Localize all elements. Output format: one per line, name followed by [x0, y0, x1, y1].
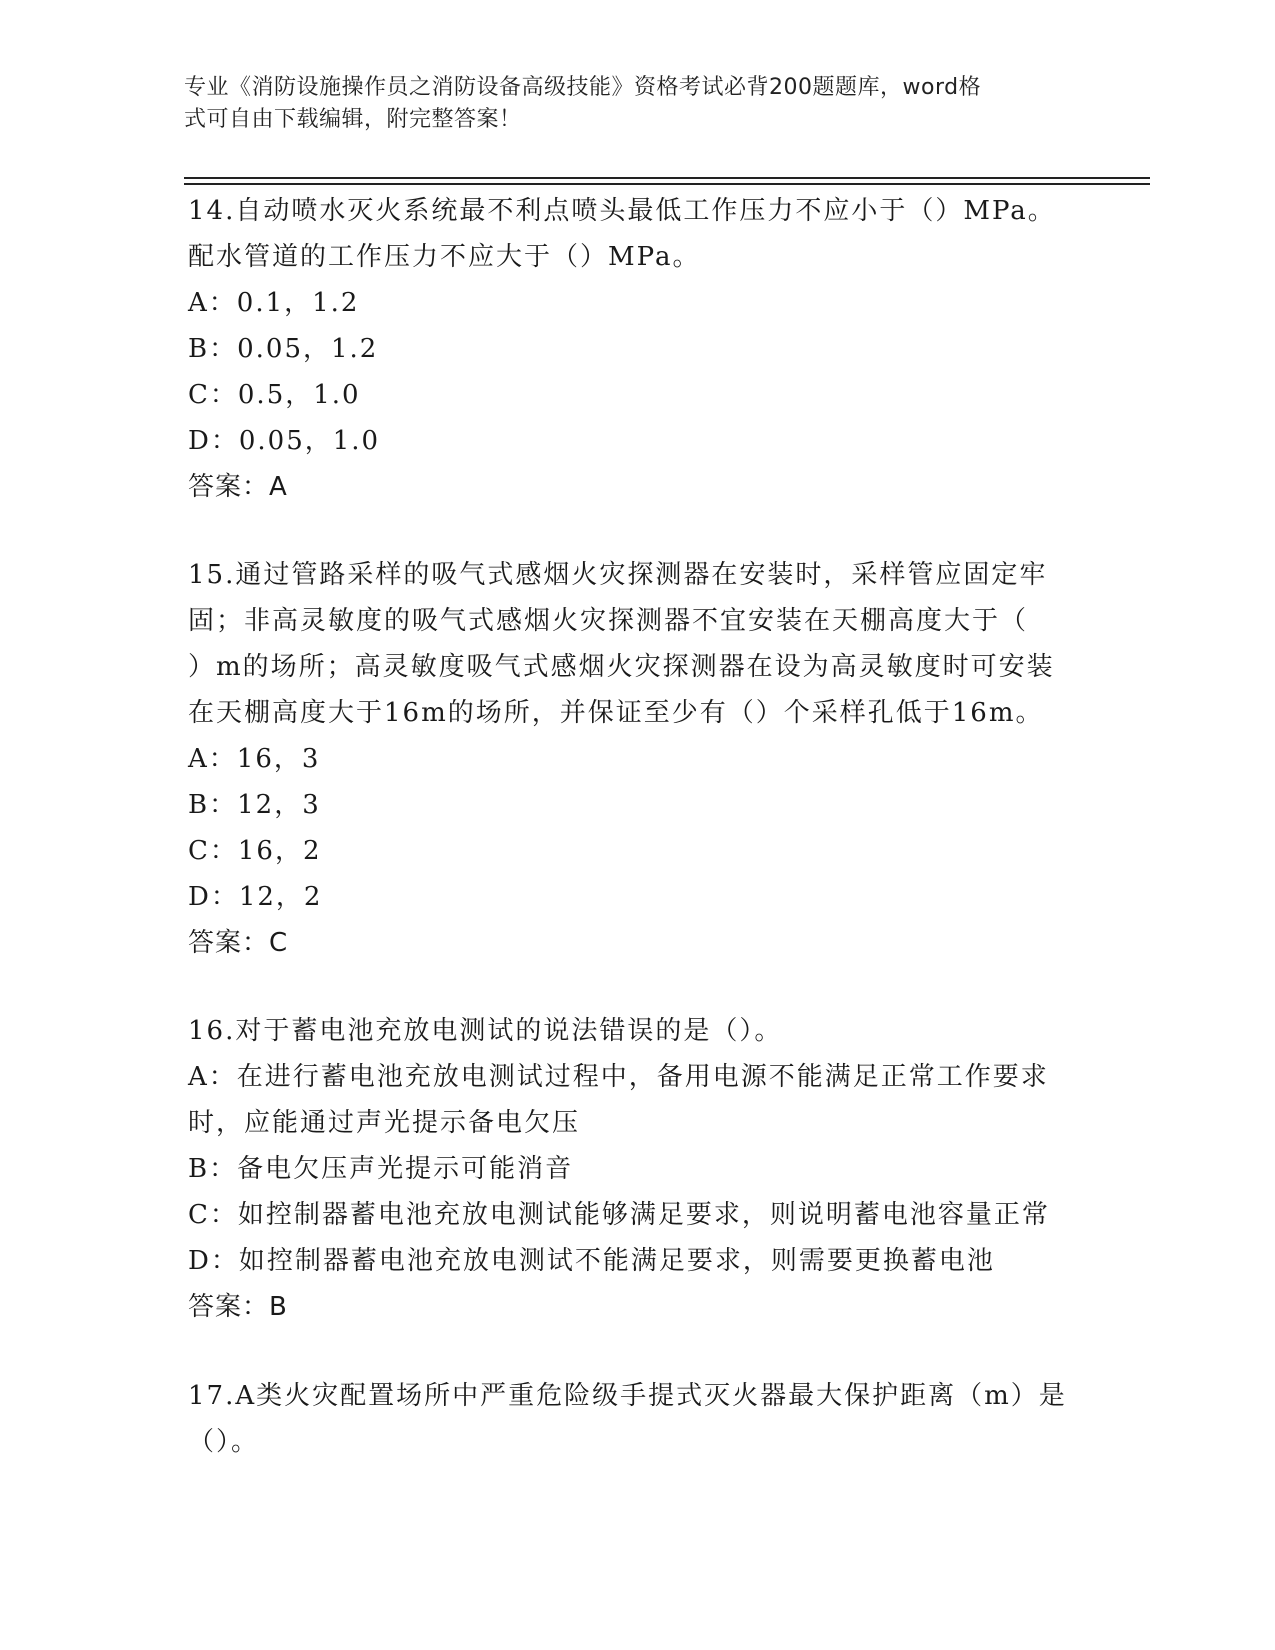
- question-stem-line: 在天棚高度大于16m的场所，并保证至少有（）个采样孔低于16m。: [188, 698, 1044, 728]
- question-17: [188, 1373, 1088, 1465]
- option-a: A：在进行蓄电池充放电测试过程中，备用电源不能满足正常工作要求: [188, 1062, 1049, 1092]
- header-divider-bottom: [184, 183, 1150, 185]
- document-header: [184, 72, 1084, 136]
- question-stem-line: （）。: [188, 1427, 260, 1457]
- question-stem-line: 15.通过管路采样的吸气式感烟火灾探测器在安装时，采样管应固定牢: [188, 560, 1048, 590]
- question-stem-line: 配水管道的工作压力不应大于（）MPa。: [188, 242, 701, 272]
- option-a-continued: 时，应能通过声光提示备电欠压: [188, 1108, 581, 1138]
- header-divider-top: [184, 177, 1150, 179]
- option-c: C：0.5，1.0: [188, 380, 361, 410]
- option-b: B：0.05，1.2: [188, 334, 379, 364]
- question-stem-line: 17.A类火灾配置场所中严重危险级手提式灭火器最大保护距离（m）是: [188, 1381, 1067, 1411]
- header-line-2: 式可自由下载编辑，附完整答案！: [184, 107, 522, 132]
- option-d: D：12，2: [188, 882, 323, 912]
- option-c: C：如控制器蓄电池充放电测试能够满足要求，则说明蓄电池容量正常: [188, 1200, 1050, 1230]
- question-stem-line: ）m的场所；高灵敏度吸气式感烟火灾探测器在设为高灵敏度时可安装: [188, 652, 1055, 682]
- option-a: A：0.1，1.2: [188, 288, 360, 318]
- question-stem-line: 14.自动喷水灭火系统最不利点喷头最低工作压力不应小于（）MPa。: [188, 196, 1056, 226]
- answer: 答案：C: [188, 928, 289, 958]
- option-c: C：16，2: [188, 836, 322, 866]
- option-a: A：16，3: [188, 744, 321, 774]
- question-stem-line: 固；非高灵敏度的吸气式感烟火灾探测器不宜安装在天棚高度大于（: [188, 606, 1029, 636]
- option-d: D：如控制器蓄电池充放电测试不能满足要求，则需要更换蓄电池: [188, 1246, 995, 1276]
- question-14: [188, 188, 1088, 510]
- header-line-1: 专业《消防设施操作员之消防设备高级技能》资格考试必背200题题库，word格: [184, 75, 982, 100]
- answer: 答案：A: [188, 472, 288, 502]
- question-15: [188, 552, 1088, 966]
- option-b: B：12，3: [188, 790, 321, 820]
- answer: 答案：B: [188, 1292, 288, 1322]
- question-16: [188, 1008, 1088, 1330]
- option-d: D：0.05，1.0: [188, 426, 381, 456]
- question-stem-line: 16.对于蓄电池充放电测试的说法错误的是（）。: [188, 1016, 783, 1046]
- option-b: B：备电欠压声光提示可能消音: [188, 1154, 574, 1184]
